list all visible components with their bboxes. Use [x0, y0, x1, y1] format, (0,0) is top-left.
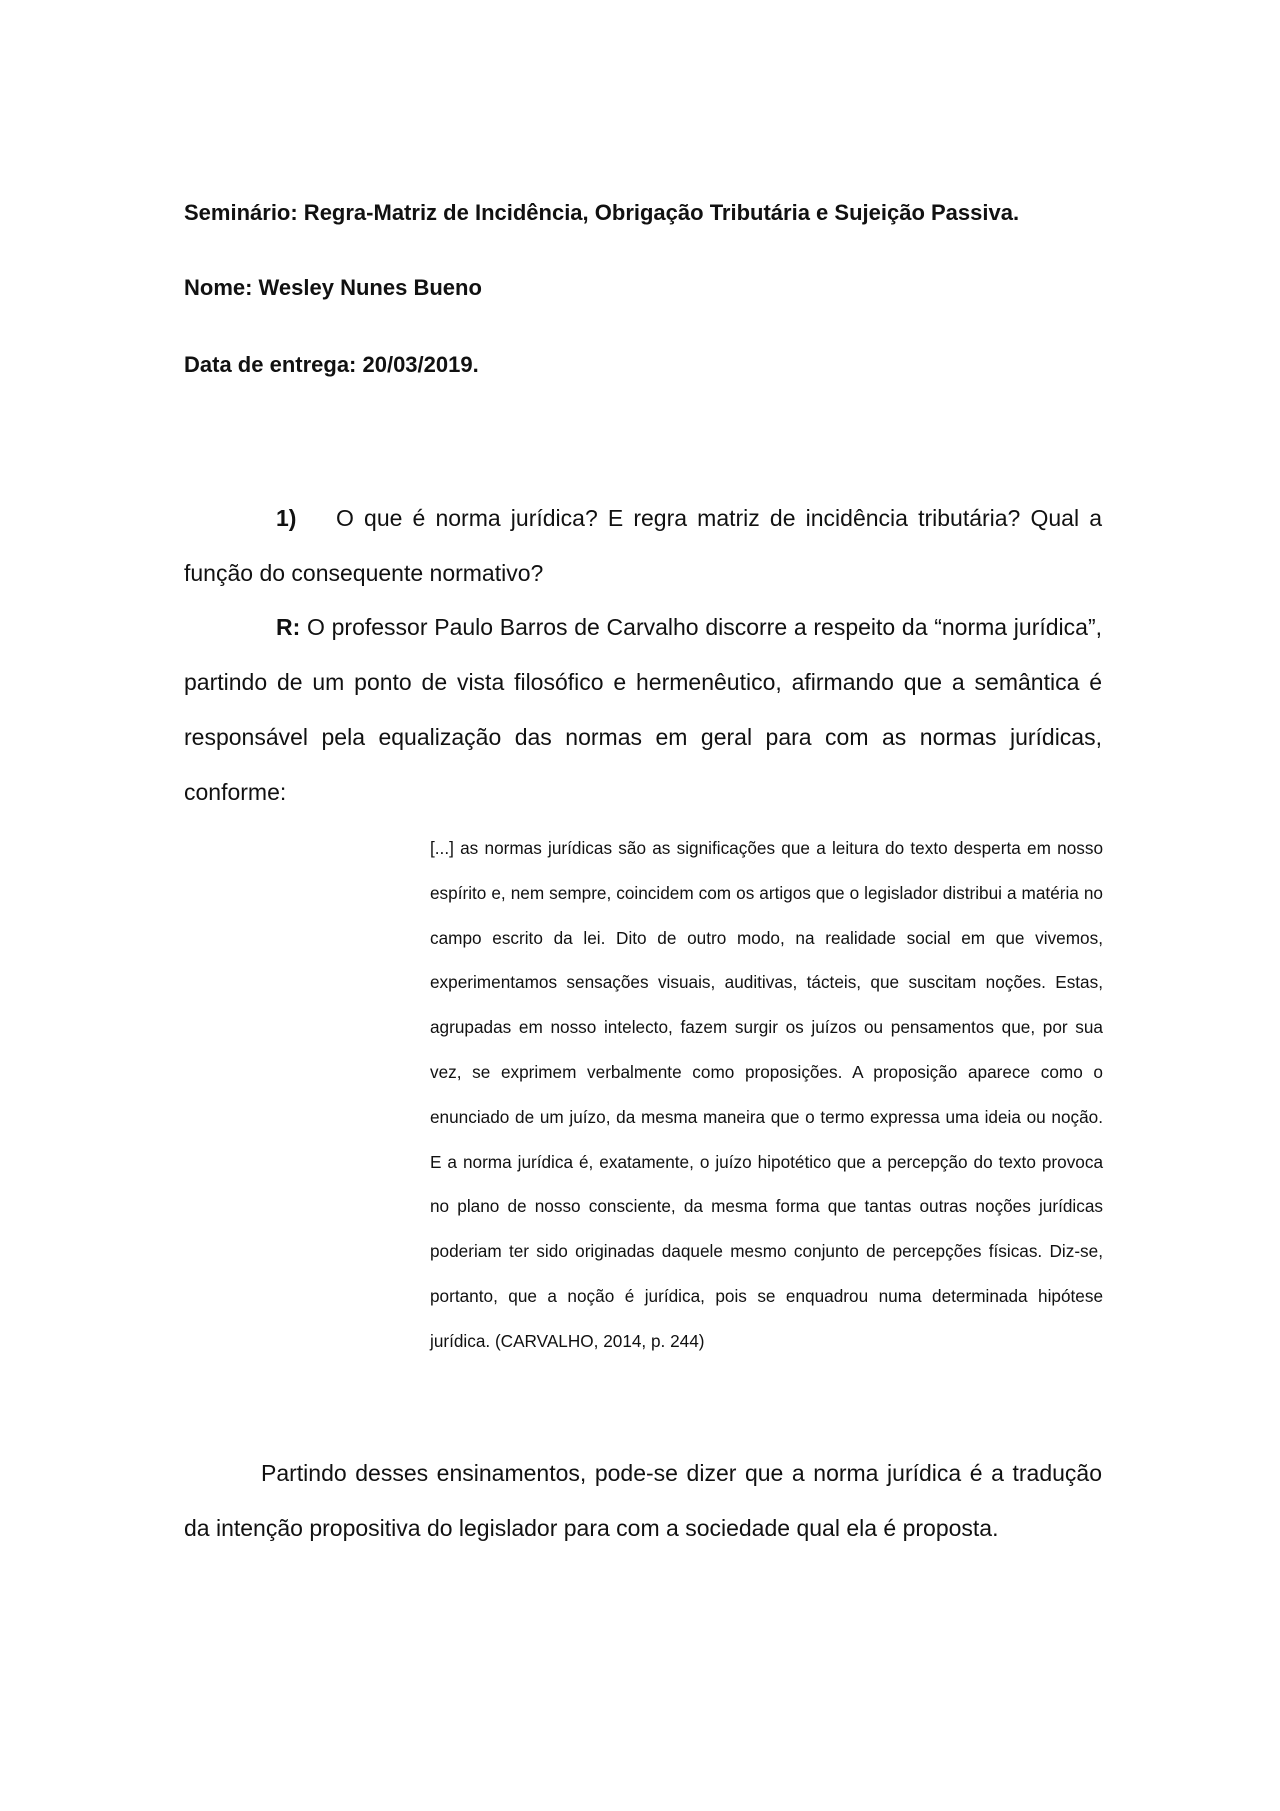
- answer-paragraph: [184, 600, 1102, 820]
- conclusion-paragraph: Partindo desses ensinamentos, pode-se dizer que a norma jurídica é a tradução da intenção propositiva do legislador para com a sociedade qual ela é proposta.: [184, 1460, 1102, 1541]
- question-text: O que é norma jurídica? E regra matriz de incidência tributária? Qual a função do consequente normativo?: [184, 505, 1102, 586]
- delivery-date: Data de entrega: 20/03/2019.: [184, 352, 479, 377]
- question-paragraph: [184, 491, 1102, 601]
- answer-label: R:: [276, 614, 301, 640]
- question-number: 1): [276, 505, 297, 531]
- answer-text: O professor Paulo Barros de Carvalho discorre a respeito da “norma jurídica”, partindo de um ponto de vista filosófico e hermenêutico, afirmando que a semântica é responsável pela equalização das normas em geral para com as normas jurídicas, conforme:: [184, 614, 1102, 805]
- student-name: Nome: Wesley Nunes Bueno: [184, 275, 482, 300]
- block-quote: [...] as normas jurídicas são as significações que a leitura do texto desperta em nosso espírito e, nem sempre, coincidem com os artigos que o legislador distribui a matéria no campo escrito da lei. Dito de outro modo, na realidade social em que vivemos, experimentamos sensações visuais, auditivas, tácteis, que suscitam noções. Estas, agrupadas em nosso intelecto, fazem surgir os juízos ou pensamentos que, por sua vez, se exprimem verbalmente como proposições. A proposição aparece como o enunciado de um juízo, da mesma maneira que o termo expressa uma ideia ou noção. E a norma jurídica é, exatamente, o juízo hipotético que a percepção do texto provoca no plano de nosso consciente, da mesma forma que tantas outras noções jurídicas poderiam ter sido originadas daquele mesmo conjunto de percepções físicas. Diz-se, portanto, que a noção é jurídica, pois se enquadrou numa determinada hipótese jurídica. (CARVALHO, 2014, p. 244): [430, 838, 1103, 1351]
- seminar-title: Seminário: Regra-Matriz de Incidência, Obrigação Tributária e Sujeição Passiva.: [184, 200, 1020, 225]
